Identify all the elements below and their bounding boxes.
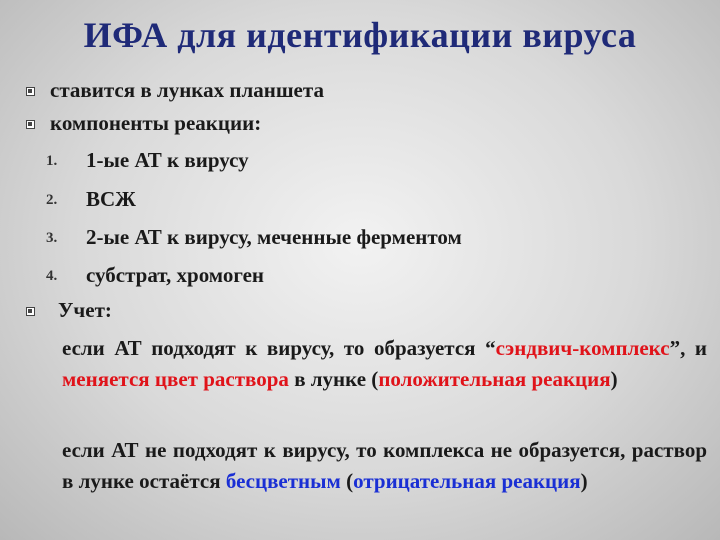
paragraph-negative xyxy=(62,435,707,497)
bullet-icon xyxy=(26,87,35,96)
para1-text-a: если АТ подходят к вирусу, то образуется xyxy=(62,336,486,360)
bullet-icon xyxy=(26,120,35,129)
sandwich-complex-text: сэндвич-комплекс xyxy=(495,336,670,360)
para1-quote-open: “ xyxy=(485,336,496,360)
color-change-text: меняется цвет раствора xyxy=(62,367,289,391)
bullet-text-1: ставится в лунках планшета xyxy=(50,78,324,102)
para1-text-d: ) xyxy=(610,367,618,391)
list-number-3: 3. xyxy=(46,230,58,246)
list-item-4: субстрат, хромоген xyxy=(86,263,265,287)
list-item-1: 1-ые АТ к вирусу xyxy=(86,148,249,172)
para2-text-b: ( xyxy=(340,469,354,493)
bullet-text-3: Учет: xyxy=(58,298,112,322)
paragraph-positive xyxy=(62,333,707,395)
positive-reaction-text: положительная реакция xyxy=(378,367,611,391)
para1-text-c: в лунке ( xyxy=(288,367,379,391)
list-number-4: 4. xyxy=(46,268,58,284)
list-number-1: 1. xyxy=(46,153,58,169)
para1-text-b: , и xyxy=(680,336,707,360)
list-item-3: 2-ые АТ к вирусу, меченные ферментом xyxy=(86,225,462,249)
list-number-2: 2. xyxy=(46,192,58,208)
para2-text-a: если АТ не подходят к вирусу, то комплекса не образуется, раствор в лунке остаётся xyxy=(62,438,707,493)
para2-text-c: ) xyxy=(580,469,588,493)
bullet-text-2: компоненты реакции: xyxy=(50,111,262,135)
list-item-2: ВСЖ xyxy=(86,187,136,211)
negative-reaction-text: отрицательная реакция xyxy=(353,469,581,493)
bullet-icon xyxy=(26,307,35,316)
colorless-text: бесцветным xyxy=(225,469,341,493)
slide-title: ИФА для идентификации вируса xyxy=(83,15,637,55)
para1-quote-close: ” xyxy=(669,336,681,360)
